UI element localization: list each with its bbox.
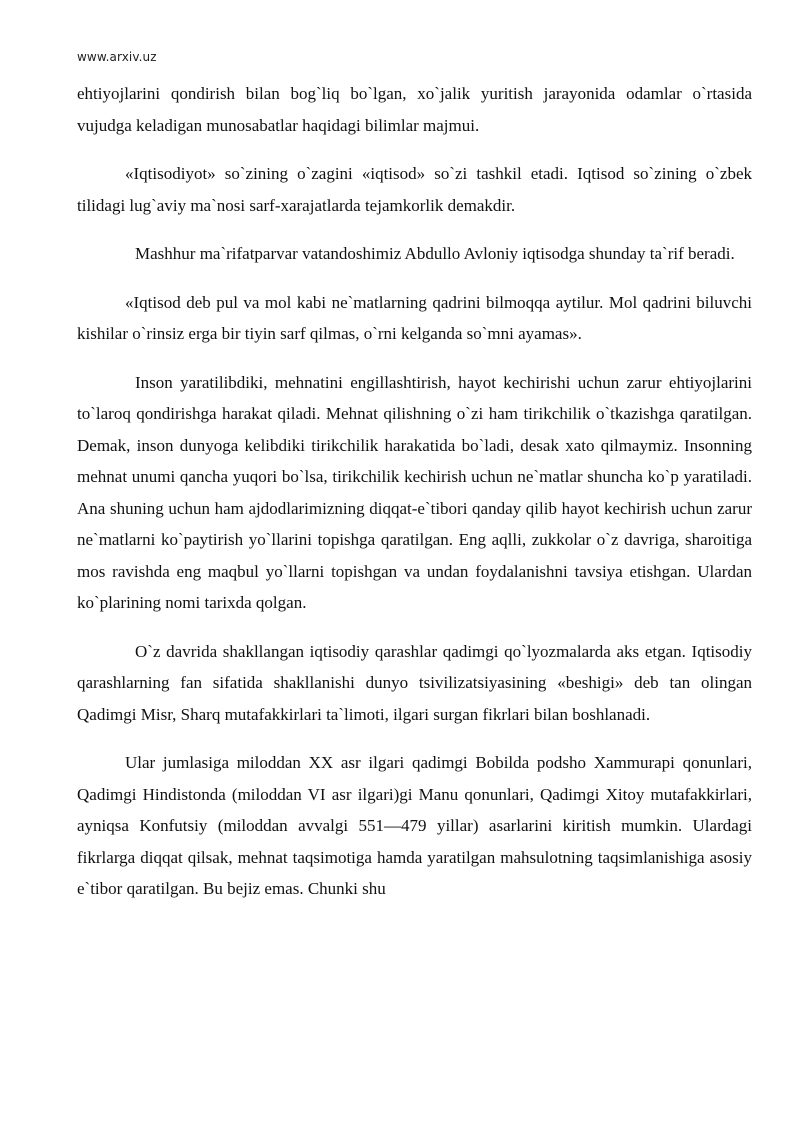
paragraph-qadimgi-qarashlar: O`z davrida shakllangan iqtisodiy qarashlar qadimgi qo`lyozmalarda aks etgan. Iqtisodiy qarashlarning fan sifatida shakllanishi dunyo tsivilizatsiyasining «beshigi» deb tan olingan Qadimgi Misr, Sharq mutafakkirlari ta`limoti, ilgari surgan fikrlari bilan boshlanadi. [77, 641, 752, 724]
paragraph-continuation: ehtiyojlarini qondirish bilan bog`liq bo`lgan, xo`jalik yuritish jarayonida odamlar o`rtasida vujudga keladigan munosabatlar haqidagi bilimlar majmui. [77, 84, 752, 135]
paragraph-iqtisodiyot-etymology: «Iqtisodiyot» so`zining o`zagini «iqtisod» so`zi tashkil etadi. Iqtisod so`zining o`zbek tilidagi lug`aviy ma`nosi sarf-xarajatlarda tejamkorlik demakdir. [77, 164, 752, 215]
paragraph-qadimgi-qonunlar: Ular jumlasiga miloddan XX asr ilgari qadimgi Bobilda podsho Xammurapi qonunlari, Qadimgi Hindistonda (miloddan VI asr ilgari)gi Manu qonunlari, Qadimgi Xitoy mutafakkirlari, ayniqsa Konfutsiy (miloddan avvalgi 551—479 yillar) asarlarini kiritish mumkin. Ulardagi fikrlarga diqqat qilsak, mehnat taqsimotiga hamda yaratilgan mahsulotning taqsimlanishiga asosiy e`tibor qaratilgan. Bu bejiz emas. Chunki shu [77, 753, 752, 898]
paragraph-avloniy-quote: «Iqtisod deb pul va mol kabi ne`matlarning qadrini bilmoqqa aytilur. Mol qadrini biluvchi kishilar o`rinsiz erga bir tiyin sarf qilmas, o`rni kelganda so`mni ayamas». [77, 292, 752, 343]
site-header-url: www.arxiv.uz [77, 50, 157, 64]
paragraph-avloniy-intro: Mashhur ma`rifatparvar vatandoshimiz Abdullo Avloniy iqtisodga shunday ta`rif beradi. [135, 244, 735, 263]
paragraph-inson-mehnati: Inson yaratilibdiki, mehnatini engillashtirish, hayot kechirishi uchun zarur ehtiyojlarini to`laroq qondirishga harakat qiladi. Mehnat qilishning o`zi ham tirikchilik o`tkazishga qaratilgan. Demak, inson dunyoga kelibdiki tirikchilik harakatida bo`ladi, desak xato qilmaymiz. Insonning mehnat unumi qancha yuqori bo`lsa, tirikchilik kechirish uchun ne`matlar shuncha ko`p yaratiladi. Ana shuning uchun ham ajdodlarimizning diqqat-e`tibori qanday qilib hayot kechirish uchun zarur ne`matlarni ko`paytirish yo`llarini topishga qaratilgan. Eng aqlli, zukkolar o`z davriga, sharoitiga mos ravishda eng maqbul yo`llarni topishgan va undan foydalanishni tavsiya etishgan. Ulardan ko`plarining nomi tarixda qolgan. [77, 372, 752, 612]
document-body [77, 78, 752, 922]
